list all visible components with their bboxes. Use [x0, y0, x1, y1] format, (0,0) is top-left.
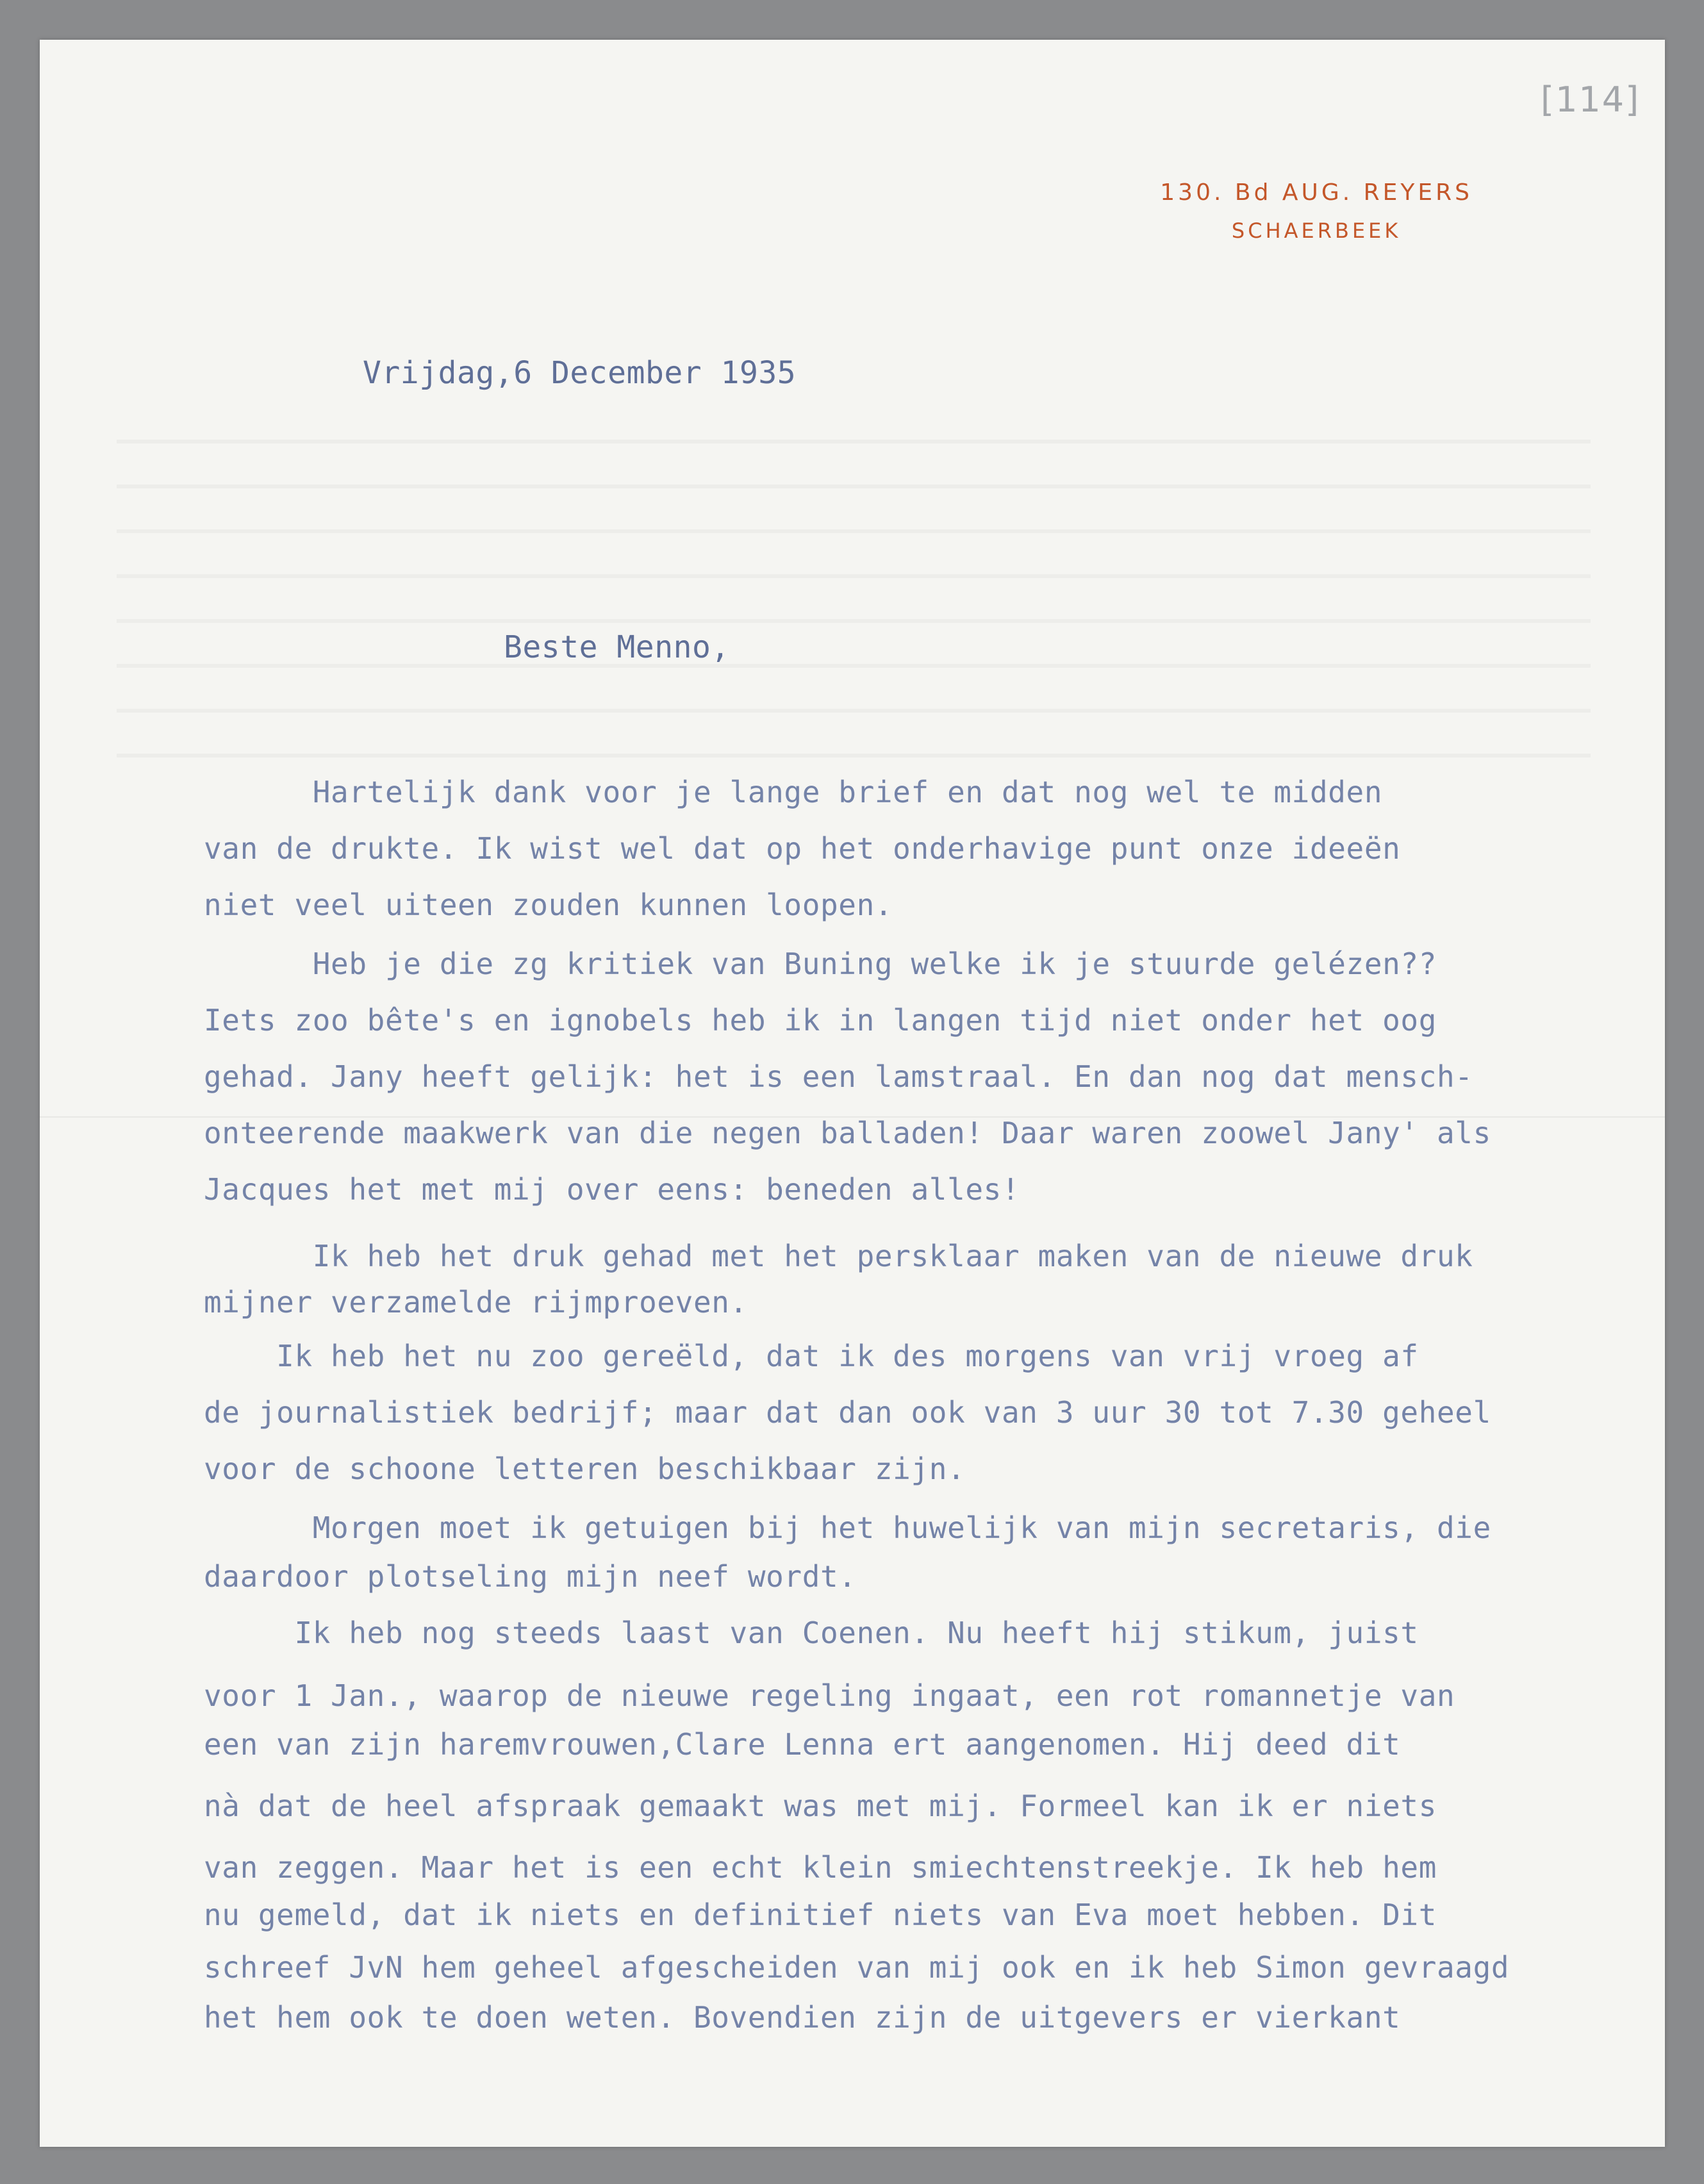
letterhead-city: SCHAERBEEK	[1231, 219, 1402, 243]
body-line: Ik heb nog steeds laast van Coenen. Nu heeft hij stikum, juist	[204, 1616, 1419, 1650]
body-line: Ik heb het nu zoo gereëld, dat ik des morgens van vrij vroeg af	[204, 1339, 1419, 1373]
letter-date: Vrijdag,6 December 1935	[363, 355, 797, 391]
body-line: Jacques het met mij over eens: beneden alles!	[204, 1172, 1020, 1207]
body-line: Ik heb het druk gehad met het persklaar maken van de nieuwe druk	[204, 1239, 1473, 1273]
body-line: nu gemeld, dat ik niets en definitief niets van Eva moet hebben. Dit	[204, 1898, 1437, 1932]
body-line: van de drukte. Ik wist wel dat op het onderhavige punt onze ideeën	[204, 831, 1401, 866]
body-line: Heb je die zg kritiek van Buning welke ik je stuurde gelézen??	[204, 947, 1437, 981]
body-line: nà dat de heel afspraak gemaakt was met mij. Formeel kan ik er niets	[204, 1789, 1437, 1823]
body-line: Hartelijk dank voor je lange brief en dat nog wel te midden	[204, 775, 1383, 809]
body-line: schreef JvN hem geheel afgescheiden van mij ook en ik heb Simon gevraagd	[204, 1950, 1510, 1985]
body-line: niet veel uiteen zouden kunnen loopen.	[204, 888, 893, 922]
body-line: gehad. Jany heeft gelijk: het is een lamstraal. En dan nog dat mensch-	[204, 1059, 1473, 1094]
body-line: voor de schoone letteren beschikbaar zijn.	[204, 1452, 966, 1486]
body-line: de journalistiek bedrijf; maar dat dan ook van 3 uur 30 tot 7.30 geheel	[204, 1395, 1491, 1430]
body-line: onteerende maakwerk van die negen balladen! Daar waren zoowel Jany' als	[204, 1116, 1491, 1150]
body-line: voor 1 Jan., waarop de nieuwe regeling ingaat, een rot romannetje van	[204, 1678, 1455, 1713]
salutation: Beste Menno,	[504, 629, 730, 665]
letterhead-address: 130. Bd AUG. REYERS	[1160, 179, 1473, 206]
body-line: van zeggen. Maar het is een echt klein smiechtenstreekje. Ik heb hem	[204, 1850, 1437, 1885]
body-line: het hem ook te doen weten. Bovendien zijn de uitgevers er vierkant	[204, 2000, 1401, 2035]
archive-number: [114]	[1541, 79, 1641, 120]
body-line: Morgen moet ik getuigen bij het huwelijk van mijn secretaris, die	[204, 1510, 1491, 1545]
body-line: mijner verzamelde rijmproeven.	[204, 1285, 748, 1320]
show-through-texture	[117, 399, 1591, 757]
body-line: Iets zoo bête's en ignobels heb ik in langen tijd niet onder het oog	[204, 1003, 1437, 1038]
letterhead	[1160, 176, 1473, 251]
letter-page	[40, 40, 1665, 2147]
body-line: een van zijn haremvrouwen,Clare Lenna ert aangenomen. Hij deed dit	[204, 1727, 1401, 1762]
body-line: daardoor plotseling mijn neef wordt.	[204, 1559, 857, 1594]
